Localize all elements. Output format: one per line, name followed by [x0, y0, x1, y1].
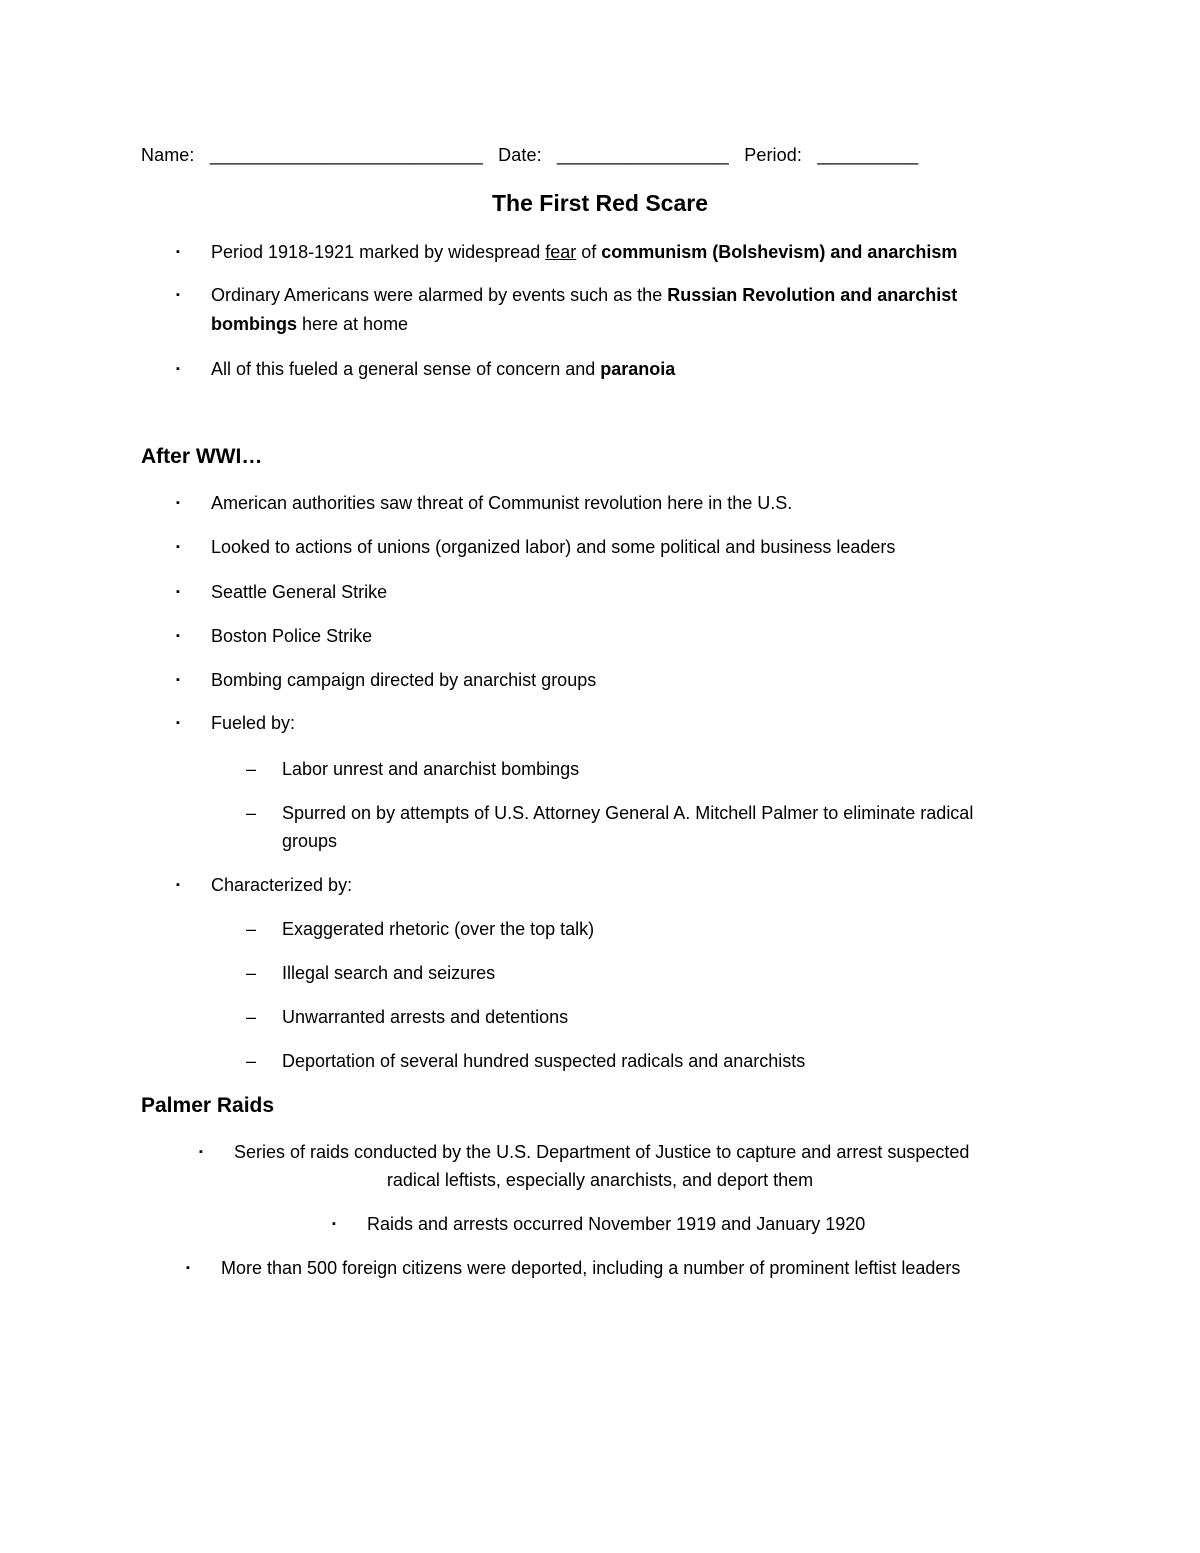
date-label: Date: [498, 145, 542, 165]
bullet-icon: ▪ [176, 879, 180, 891]
bullet-icon: ▪ [176, 289, 180, 301]
fueled-by-item: Spurred on by attempts of U.S. Attorney General A. Mitchell Palmer to eliminate radical [282, 803, 974, 823]
dash-icon: – [246, 919, 257, 939]
after-wwi-item: Bombing campaign directed by anarchist groups [211, 670, 597, 690]
dash-icon: – [246, 1051, 257, 1071]
after-wwi-item: American authorities saw threat of Communist revolution here in the U.S. [211, 493, 793, 513]
bullet-icon: ▪ [176, 497, 180, 509]
after-wwi-item: Fueled by: [211, 713, 296, 733]
palmer-raids-item-line-1: Series of raids conducted by the U.S. Department of Justice to capture and arrest suspected [234, 1142, 970, 1162]
name-blank[interactable]: ___________________________ [209, 145, 483, 165]
period-label: Period: [744, 145, 802, 165]
bullet-icon: ▪ [176, 674, 180, 686]
period-blank[interactable]: __________ [817, 145, 919, 165]
bullet-icon: ▪ [176, 717, 180, 729]
characterized-by-item: Unwarranted arrests and detentions [282, 1007, 569, 1027]
bullet-icon: ▪ [186, 1262, 190, 1274]
intro-bullet-1: Period 1918-1921 marked by widespread fear of communism (Bolshevism) and anarchism [211, 242, 958, 262]
intro-bullet-2-line-1: Ordinary Americans were alarmed by events such as the Russian Revolution and anarchist [211, 285, 958, 305]
dash-icon: – [246, 963, 257, 983]
characterized-by-item: Deportation of several hundred suspected radicals and anarchists [282, 1051, 806, 1071]
bullet-icon: ▪ [199, 1146, 203, 1158]
dash-icon: – [246, 1007, 257, 1027]
date-blank[interactable]: _________________ [557, 145, 729, 165]
header-line [141, 146, 918, 164]
palmer-raids-item: Raids and arrests occurred November 1919 and January 1920 [367, 1214, 866, 1234]
page-title: The First Red Scare [491, 190, 709, 216]
dash-icon: – [246, 759, 257, 779]
after-wwi-item: Boston Police Strike [211, 626, 373, 646]
palmer-raids-item-line-2: radical leftists, especially anarchists, and deport them [386, 1170, 814, 1190]
after-wwi-item: Seattle General Strike [211, 582, 388, 602]
bullet-icon: ▪ [176, 630, 180, 642]
section-heading-palmer-raids: Palmer Raids [141, 1094, 275, 1117]
dash-icon: – [246, 803, 257, 823]
fueled-by-item-continuation: groups [282, 831, 338, 851]
fueled-by-item: Labor unrest and anarchist bombings [282, 759, 580, 779]
characterized-by-item: Illegal search and seizures [282, 963, 496, 983]
bullet-icon: ▪ [332, 1218, 336, 1230]
intro-bullet-2-line-2: bombings here at home [211, 314, 409, 334]
after-wwi-item: Characterized by: [211, 875, 353, 895]
section-heading-after-wwi: After WWI… [141, 445, 263, 468]
bullet-icon: ▪ [176, 363, 180, 375]
bullet-icon: ▪ [176, 246, 180, 258]
characterized-by-item: Exaggerated rhetoric (over the top talk) [282, 919, 595, 939]
bullet-icon: ▪ [176, 541, 180, 553]
bullet-icon: ▪ [176, 586, 180, 598]
palmer-raids-item: More than 500 foreign citizens were deported, including a number of prominent leftist leaders [221, 1258, 961, 1278]
name-label: Name: [141, 145, 195, 165]
after-wwi-item: Looked to actions of unions (organized labor) and some political and business leaders [211, 537, 896, 557]
intro-bullet-3: All of this fueled a general sense of concern and paranoia [211, 359, 676, 379]
